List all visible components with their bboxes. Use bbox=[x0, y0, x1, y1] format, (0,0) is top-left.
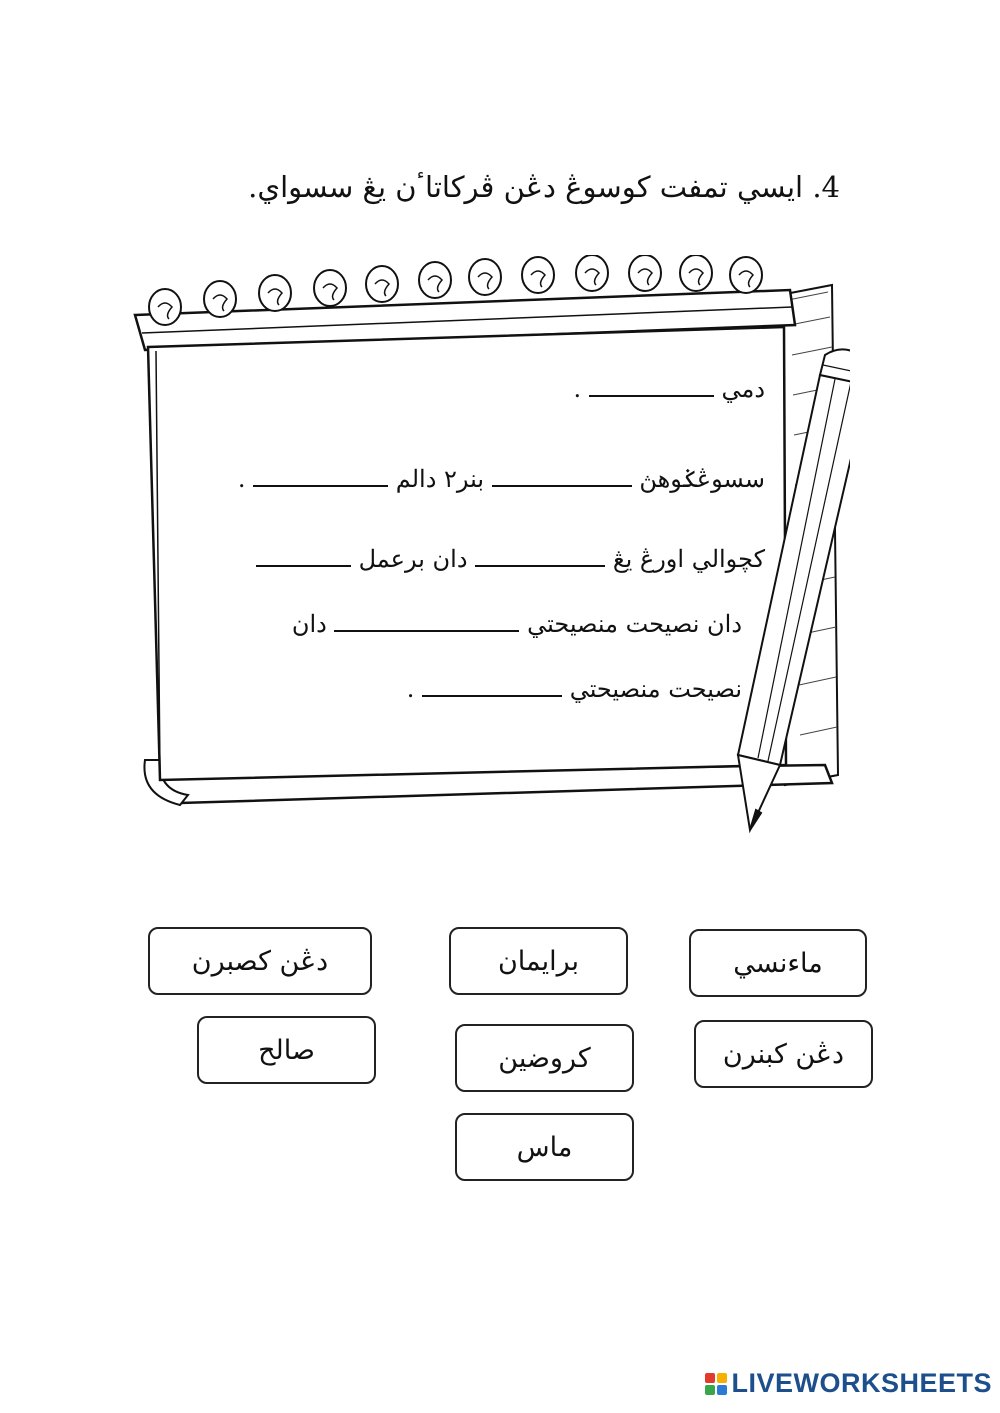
word-chip[interactable]: كروضين bbox=[455, 1024, 634, 1092]
line2-text-b: بنر٢ دالم bbox=[395, 465, 485, 493]
line5-text: نصيحت منصيحتي bbox=[569, 675, 742, 703]
blank-6[interactable] bbox=[334, 629, 519, 632]
worksheet-line-4 bbox=[292, 610, 742, 638]
word-chip[interactable]: ماءنسي bbox=[689, 929, 867, 997]
blank-5[interactable] bbox=[256, 564, 351, 567]
line2-end: . bbox=[237, 465, 246, 493]
worksheet-line-2 bbox=[238, 465, 765, 493]
blank-1[interactable] bbox=[589, 394, 714, 397]
word-chip[interactable]: صالح bbox=[197, 1016, 376, 1084]
blank-7[interactable] bbox=[422, 694, 562, 697]
blank-4[interactable] bbox=[475, 564, 605, 567]
brand-footer bbox=[705, 1368, 992, 1399]
line4-text-a: دان نصيحت منصيحتي bbox=[527, 610, 742, 638]
line4-text-b: دان bbox=[291, 610, 327, 638]
word-chip[interactable]: دڠن كبنرن bbox=[694, 1020, 873, 1088]
worksheet-line-1 bbox=[574, 375, 765, 403]
line5-end: . bbox=[406, 675, 415, 703]
line3-text-b: دان برعمل bbox=[358, 545, 468, 573]
line1-end: . bbox=[573, 375, 582, 403]
line1-text: دمي bbox=[721, 375, 765, 403]
liveworksheets-logo-icon bbox=[705, 1373, 727, 1395]
worksheet-line-5 bbox=[407, 675, 742, 703]
line3-text-a: كچوالي اورڠ يڠ bbox=[612, 545, 765, 573]
word-chip[interactable]: دڠن كصبرن bbox=[148, 927, 372, 995]
blank-3[interactable] bbox=[253, 484, 388, 487]
blank-2[interactable] bbox=[492, 484, 632, 487]
instruction-text: 4. ايسي تمفت كوسوڠ دڠن ڤركاتاٴن يڠ سسواي. bbox=[248, 170, 840, 204]
brand-name: LIVEWORKSHEETS bbox=[731, 1368, 992, 1398]
line2-text-a: سسوڠݢوهڽ bbox=[639, 465, 765, 493]
word-chip[interactable]: ماس bbox=[455, 1113, 634, 1181]
word-chip[interactable]: برايمان bbox=[449, 927, 628, 995]
worksheet-line-3 bbox=[256, 545, 765, 573]
